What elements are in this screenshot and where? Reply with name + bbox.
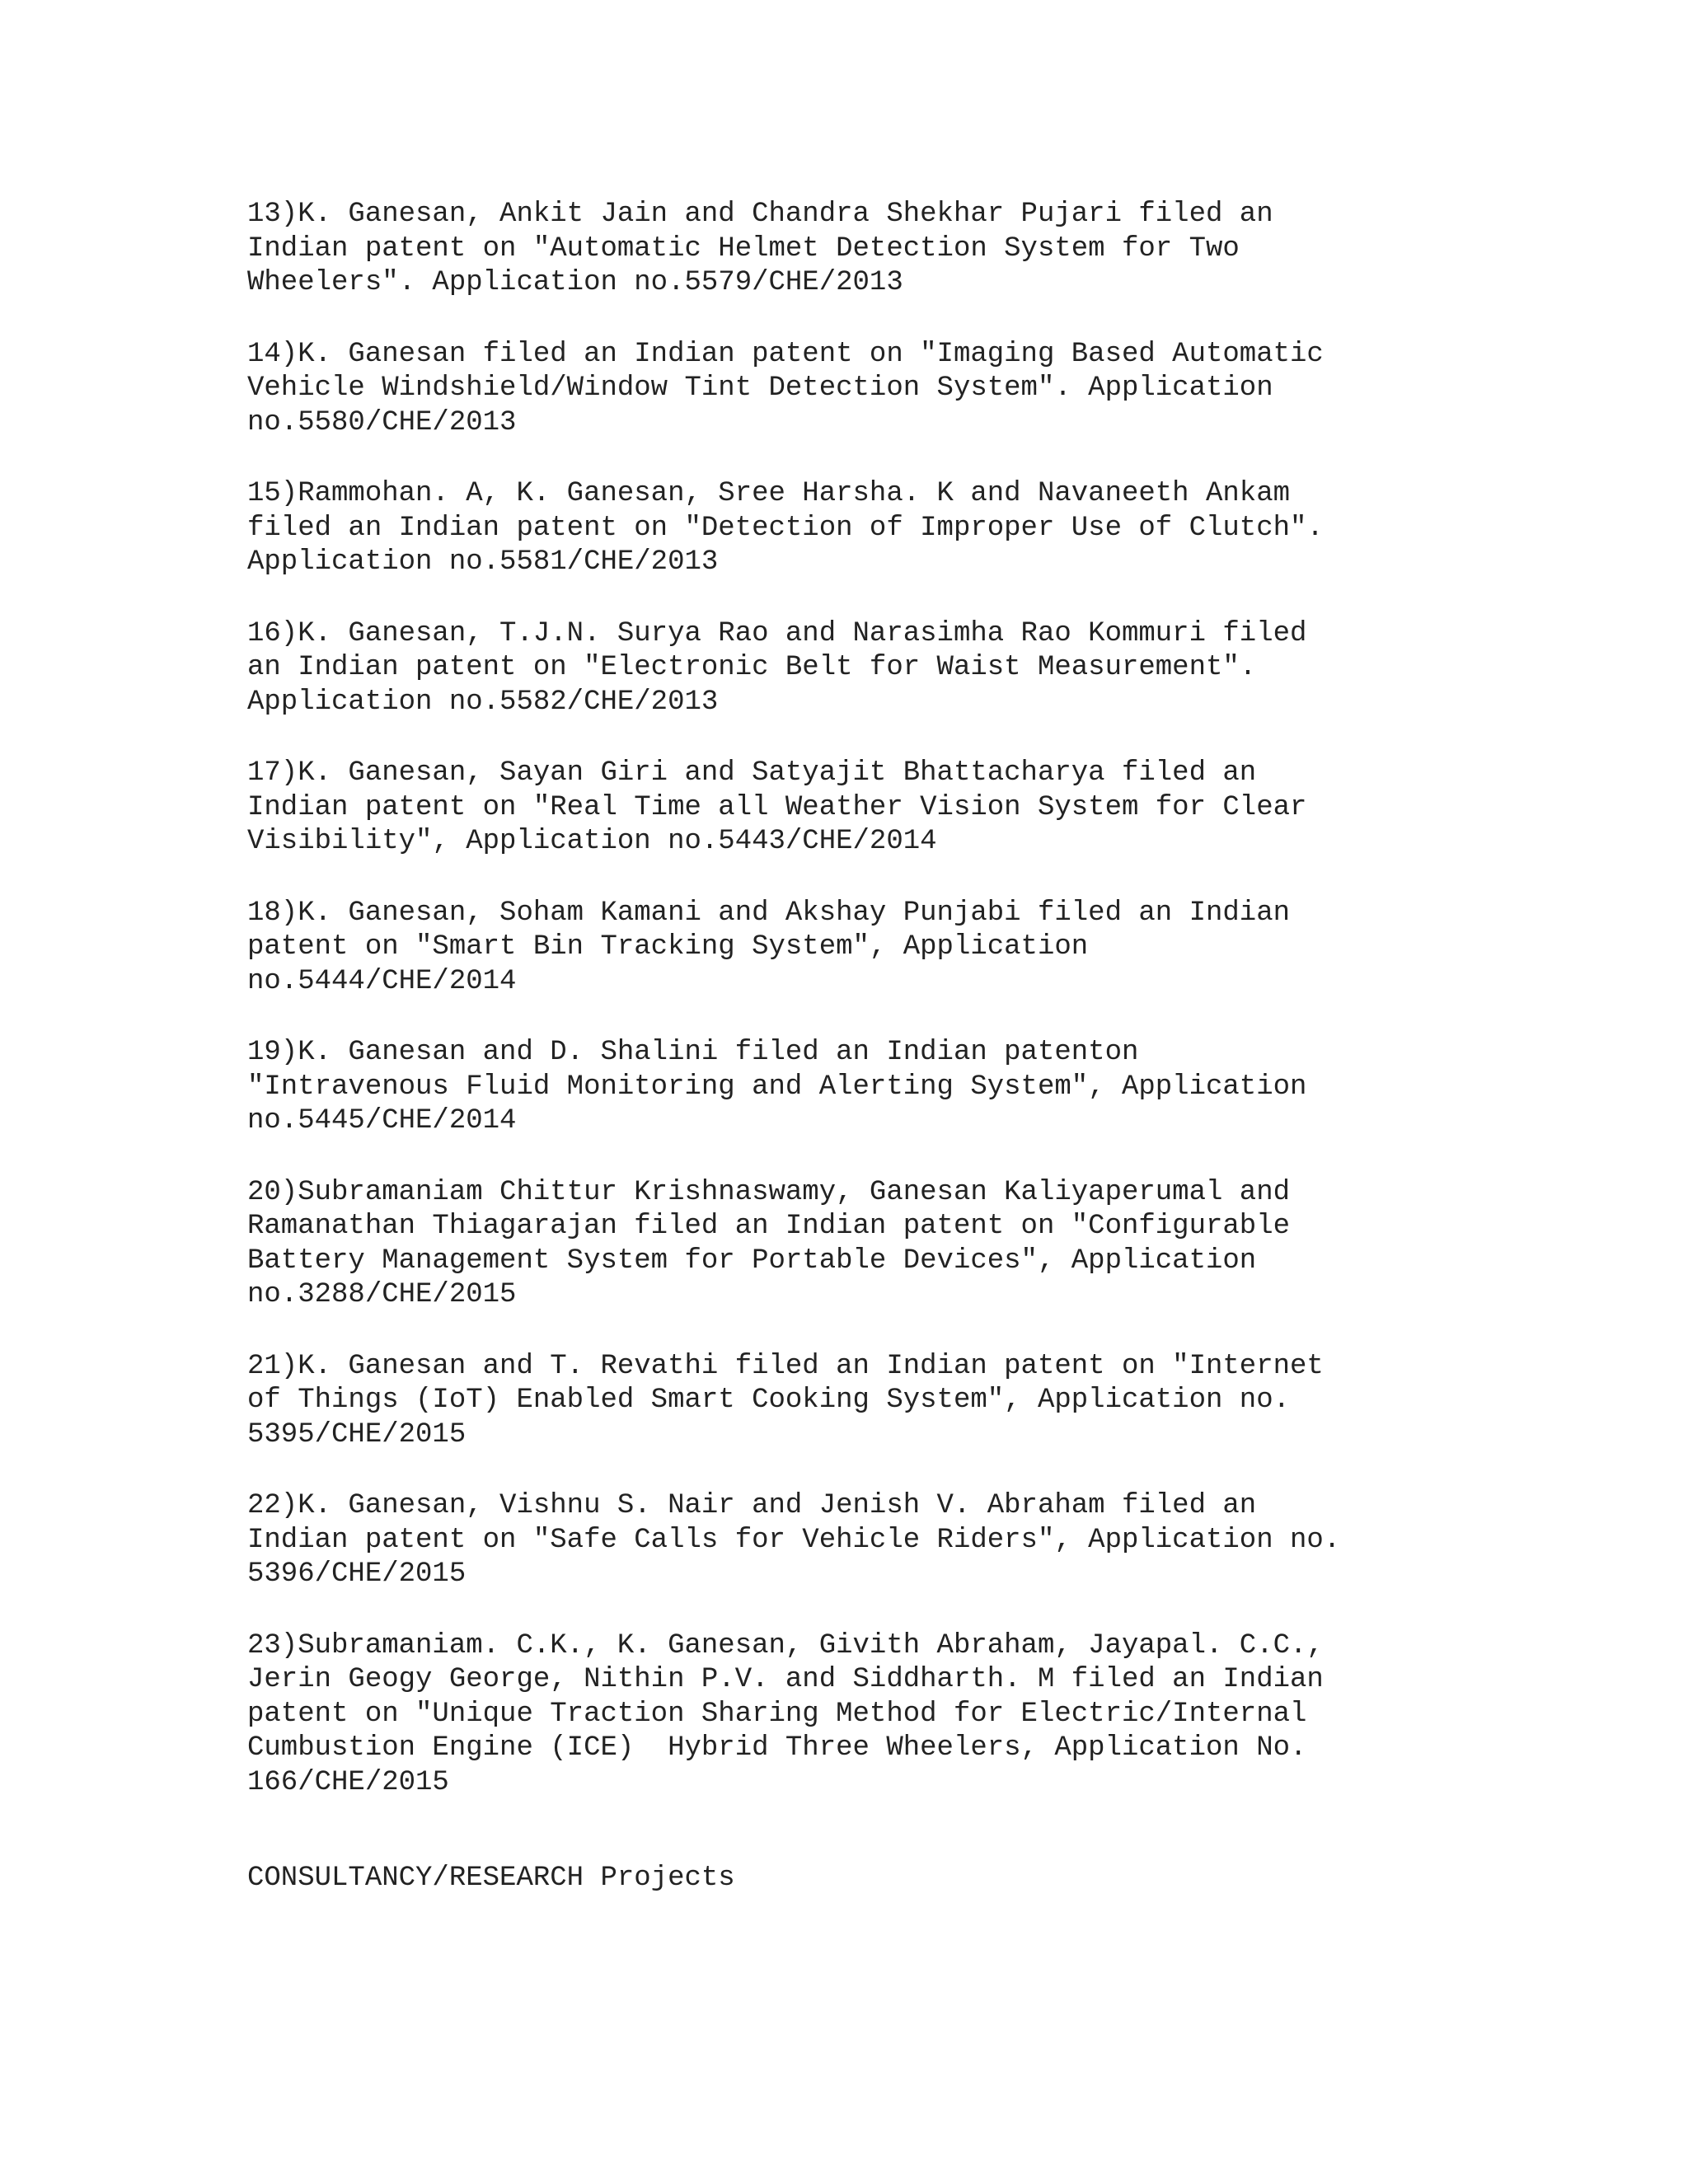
entry-line: 5396/CHE/2015	[247, 1558, 467, 1590]
entry-line: patent on "Smart Bin Tracking System", Application	[247, 931, 1089, 963]
patent-entry-20	[247, 1176, 1467, 1313]
entry-line: 166/CHE/2015	[247, 1766, 449, 1798]
patent-entry-17	[247, 757, 1467, 860]
entry-line: of Things (IoT) Enabled Smart Cooking System", Application no.	[247, 1385, 1291, 1416]
patent-entry-14	[247, 338, 1467, 441]
entry-line: Wheelers". Application no.5579/CHE/2013	[247, 267, 903, 298]
patent-entry-13	[247, 198, 1467, 301]
entry-line: Indian patent on "Safe Calls for Vehicle Riders", Application no.	[247, 1524, 1341, 1556]
entry-line: filed an Indian patent on "Detection of Improper Use of Clutch".	[247, 512, 1324, 544]
entry-line: 19)K. Ganesan and D. Shalini filed an Indian patenton	[247, 1037, 1139, 1068]
entry-line: Application no.5582/CHE/2013	[247, 686, 719, 718]
patent-entry-16	[247, 617, 1467, 720]
patent-entry-15	[247, 477, 1467, 580]
entry-line: "Intravenous Fluid Monitoring and Alerting System", Application	[247, 1071, 1307, 1103]
entry-line: Visibility", Application no.5443/CHE/2014	[247, 826, 937, 857]
entry-line: 18)K. Ganesan, Soham Kamani and Akshay Punjabi filed an Indian	[247, 897, 1291, 929]
entry-line: 14)K. Ganesan filed an Indian patent on "Imaging Based Automatic	[247, 338, 1324, 370]
entry-line: 21)K. Ganesan and T. Revathi filed an Indian patent on "Internet	[247, 1350, 1324, 1382]
entry-line: Vehicle Windshield/Window Tint Detection System". Application	[247, 373, 1273, 404]
entry-line: Application no.5581/CHE/2013	[247, 546, 719, 578]
entry-line: Indian patent on "Real Time all Weather Vision System for Clear	[247, 791, 1307, 823]
entry-line: no.5444/CHE/2014	[247, 965, 517, 997]
entry-line: no.3288/CHE/2015	[247, 1279, 517, 1310]
entry-line: an Indian patent on "Electronic Belt for Waist Measurement".	[247, 652, 1257, 683]
section-heading: CONSULTANCY/RESEARCH Projects	[247, 1863, 735, 1894]
patent-entry-19	[247, 1036, 1467, 1139]
entry-line: patent on "Unique Traction Sharing Method for Electric/Internal	[247, 1698, 1307, 1730]
entry-line: 15)Rammohan. A, K. Ganesan, Sree Harsha. K and Navaneeth Ankam	[247, 478, 1291, 509]
entry-line: Battery Management System for Portable Devices", Application	[247, 1244, 1257, 1277]
entry-line: 22)K. Ganesan, Vishnu S. Nair and Jenish V. Abraham filed an	[247, 1490, 1257, 1521]
entry-line: Cumbustion Engine (ICE) Hybrid Three Wheelers, Application No.	[247, 1732, 1307, 1764]
entry-line: 23)Subramaniam. C.K., K. Ganesan, Givith Abraham, Jayapal. C.C.,	[247, 1629, 1324, 1661]
entry-line: 16)K. Ganesan, T.J.N. Surya Rao and Narasimha Rao Kommuri filed	[247, 617, 1307, 649]
entry-line: no.5580/CHE/2013	[247, 406, 517, 438]
entry-line: 5395/CHE/2015	[247, 1418, 467, 1451]
entry-line: Ramanathan Thiagarajan filed an Indian patent on "Configurable	[247, 1211, 1291, 1242]
patent-entry-22	[247, 1489, 1467, 1592]
entry-line: Indian patent on "Automatic Helmet Detection System for Two	[247, 232, 1240, 265]
entry-line: 17)K. Ganesan, Sayan Giri and Satyajit Bhattacharya filed an	[247, 757, 1257, 789]
entry-line: 13)K. Ganesan, Ankit Jain and Chandra Shekhar Pujari filed an	[247, 199, 1273, 230]
patent-entry-23	[247, 1629, 1467, 1801]
entry-line: 20)Subramaniam Chittur Krishnaswamy, Ganesan Kaliyaperumal and	[247, 1176, 1291, 1208]
entry-line: no.5445/CHE/2014	[247, 1105, 517, 1137]
patent-entry-18	[247, 897, 1467, 1000]
page-content	[247, 198, 1467, 1896]
patent-entry-21	[247, 1350, 1467, 1453]
entry-line: Jerin Geogy George, Nithin P.V. and Siddharth. M filed an Indian	[247, 1664, 1324, 1695]
